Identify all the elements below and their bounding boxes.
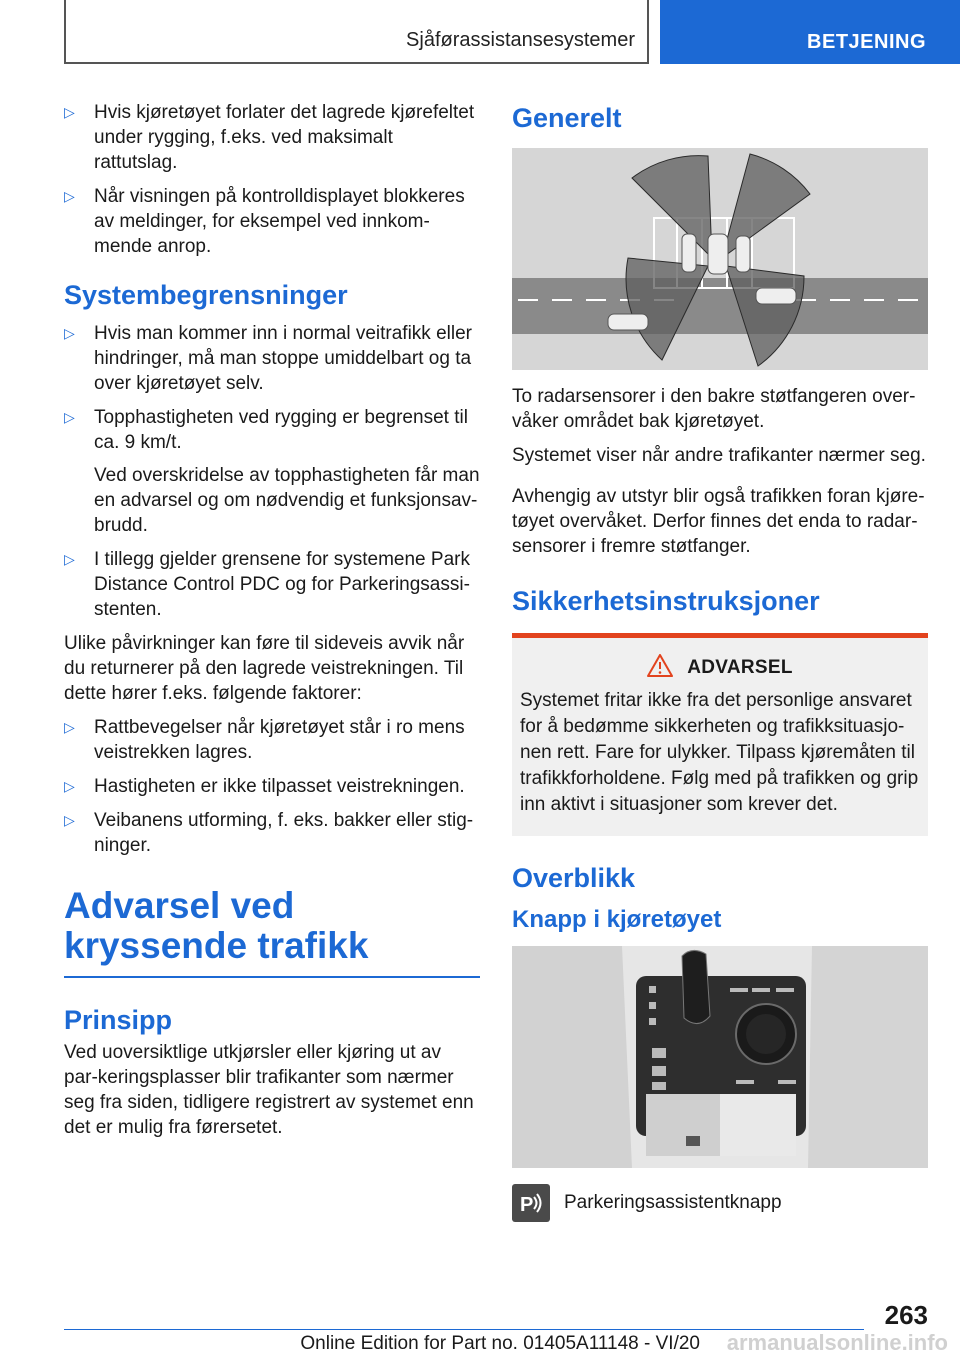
bullet-list-top — [64, 100, 480, 259]
general-heading: Generelt — [512, 103, 622, 133]
button-caption-text: Parkeringsassistentknapp — [564, 1192, 782, 1213]
list-item: ▷ I tillegg gjelder grensene for systemene Park Distance Control PDC og for Parkeringsassi-stenten. — [64, 549, 470, 620]
center-console-photo — [512, 946, 928, 1168]
parking-assistant-button-icon — [512, 1184, 550, 1222]
triangle-bullet-icon: ▷ — [64, 409, 75, 425]
triangle-bullet-icon: ▷ — [64, 812, 75, 828]
edition-text: Online Edition for Part no. 01405A11148 - VI/20 — [300, 1333, 700, 1354]
header-chapter-tab[interactable] — [660, 0, 960, 64]
warning-triangle-icon — [647, 654, 673, 682]
principle-text: Ved uoversiktlige utkjørsler eller kjøring ut av par-keringsplasser blir trafikanter som nærmer seg fra siden, tidligere registrert av systemet enn det er mulig fra førersetet. — [64, 1042, 474, 1138]
triangle-bullet-icon: ▷ — [64, 551, 75, 567]
watermark-text: armanualsonline.info — [726, 1330, 948, 1355]
radar-coverage-illustration — [512, 148, 928, 370]
left-column — [64, 100, 480, 1140]
list-item: ▷ Hvis kjøretøyet forlater det lagrede kjørefeltet under rygging, f.eks. ved maksimalt rattutslag. — [64, 102, 475, 173]
triangle-bullet-icon: ▷ — [64, 778, 75, 794]
list-item: ▷ Når visningen på kontrolldisplayet blokkeres av meldinger, for eksempel ved innkom-mende anrop. — [64, 186, 465, 257]
header-section-box — [64, 0, 649, 64]
triangle-bullet-icon: ▷ — [64, 325, 75, 341]
list-item: ▷ Topphastigheten ved rygging er begrenset til ca. 9 km/t. Ved overskridelse av topphastigheten får man en advarsel og om nødvendig et funksjonsav-brudd. — [64, 407, 480, 536]
button-caption-row — [512, 1184, 928, 1222]
general-paragraph-3: Avhengig av utstyr blir også trafikken foran kjøre-tøyet overvåket. Derfor finnes det enda to radar-sensorer i fremre støtfanger. — [512, 486, 925, 557]
warning-header — [520, 654, 920, 682]
general-paragraph-1: To radarsensorer i den bakre støtfangeren over-våker området bak kjøretøyet. — [512, 386, 916, 432]
triangle-bullet-icon: ▷ — [64, 188, 75, 204]
limits-heading: Systembegrensninger — [64, 280, 348, 310]
list-item: ▷ Veibanens utforming, f. eks. bakker eller stig-ninger. — [64, 810, 474, 856]
factors-list — [64, 715, 480, 858]
warning-title: ADVARSEL — [687, 657, 793, 678]
chapter-title: Advarsel ved kryssende trafikk — [64, 886, 480, 978]
limits-list — [64, 321, 480, 622]
svg-text:P: P — [520, 1194, 534, 1216]
warning-text: Systemet fritar ikke fra det personlige ansvaret for å bedømme sikkerheten og trafikksituasjo-nen rett. Fare for ulykker. Tilpass kjøremåten til trafikkforholdene. Følg med på trafikken og grip inn aktivt i situasjoner som krever det. — [520, 690, 919, 815]
section-title: Sjåførassistansesystemer — [406, 29, 635, 51]
button-heading: Knapp i kjøretøyet — [512, 906, 722, 933]
chapter-tab-label: BETJENING — [807, 31, 926, 53]
page-number: 263 — [884, 1300, 928, 1330]
list-item: ▷ Hastigheten er ikke tilpasset veistrekningen. — [64, 776, 465, 797]
list-item-subtext: Ved overskridelse av topphastigheten får man en advarsel og om nødvendig et funksjonsav-brudd. — [94, 465, 480, 536]
list-item: ▷ Rattbevegelser når kjøretøyet står i ro mens veistrekken lagres. — [64, 717, 465, 763]
general-paragraph-2: Systemet viser når andre trafikanter nærmer seg. — [512, 445, 926, 466]
warning-box — [512, 633, 928, 836]
right-column — [512, 100, 928, 1222]
triangle-bullet-icon: ▷ — [64, 719, 75, 735]
safety-heading: Sikkerhetsinstruksjoner — [512, 586, 820, 616]
factors-intro: Ulike påvirkninger kan føre til sideveis avvik når du returnerer på den lagrede veistrekningen. Til dette hører f.eks. følgende faktorer: — [64, 633, 465, 704]
overview-heading: Overblikk — [512, 863, 636, 893]
triangle-bullet-icon: ▷ — [64, 104, 75, 120]
principle-heading: Prinsipp — [64, 1005, 173, 1035]
list-item: ▷ Hvis man kommer inn i normal veitrafikk eller hindringer, må man stoppe umiddelbart og ta over kjøretøyet selv. — [64, 323, 472, 394]
